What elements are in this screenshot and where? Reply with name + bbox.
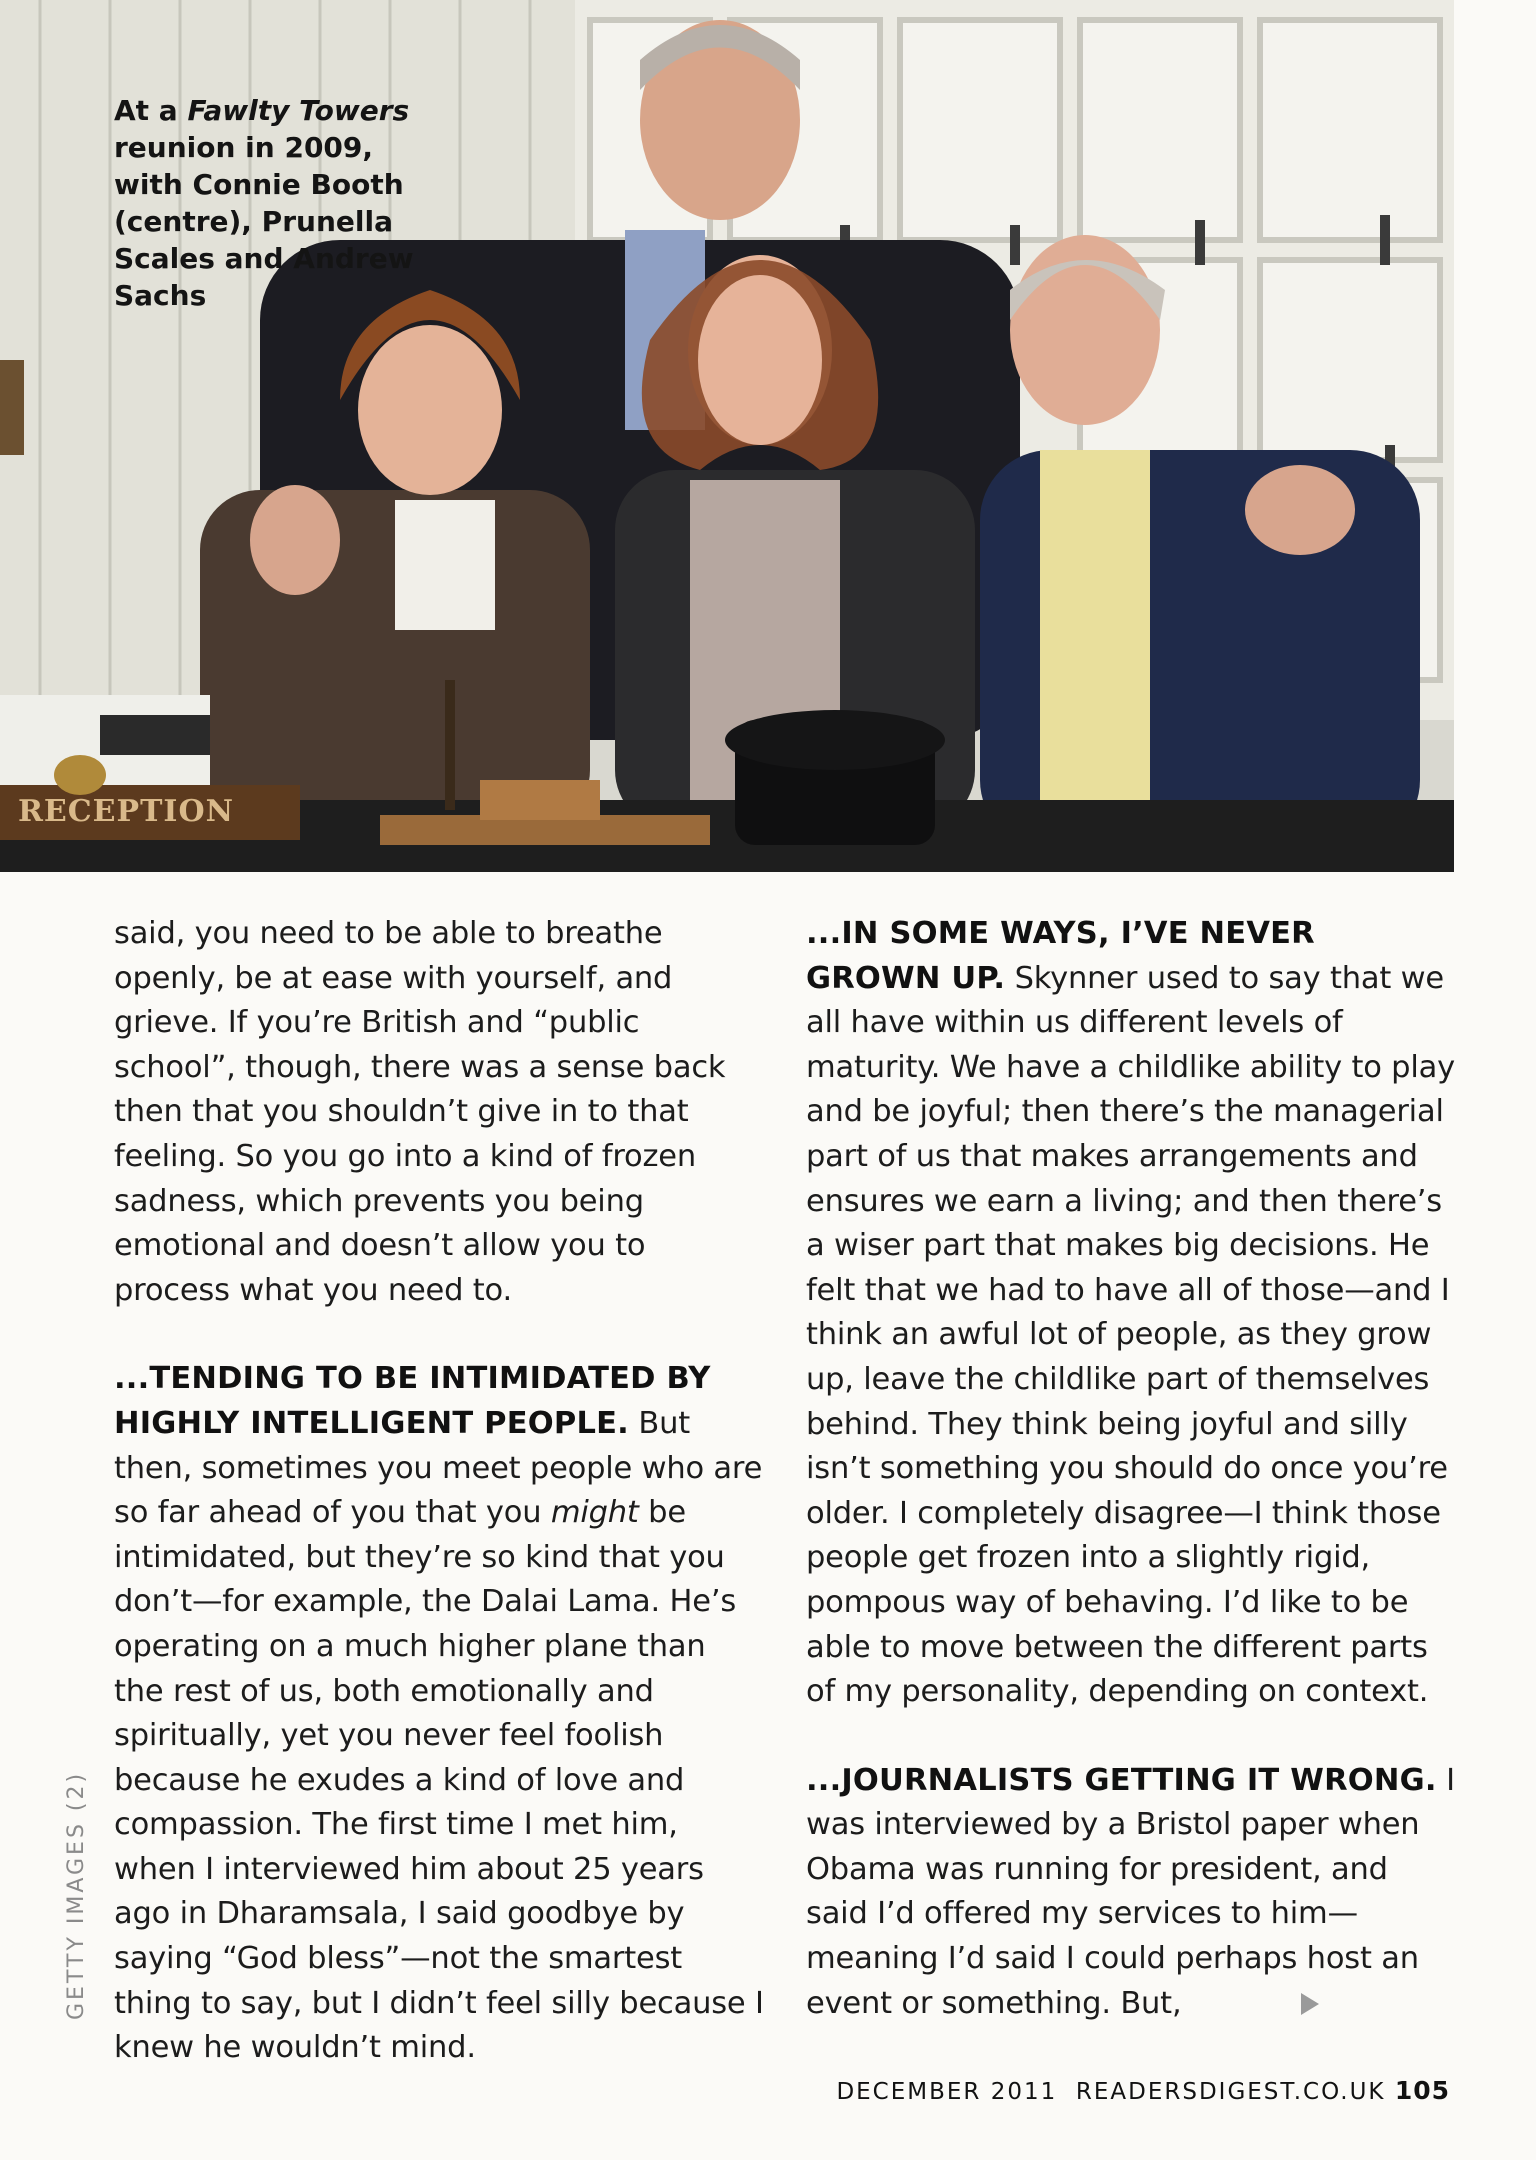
section-heading: ...JOURNALISTS GETTING IT WRONG. (806, 1762, 1437, 1798)
caption-pre: At a (114, 94, 188, 127)
paragraph-text: be intimidated, but they’re so kind that you don’t—for example, the Dalai Lama. He’s operating on a much higher plane than the rest of us, both emotionally and spiritually, yet you never feel foolish because he exudes a kind of love and compassion. The first time I met him, when I interviewed him about 25 years ago in Dharamsala, I said goodbye by saying “God bless”—not the smartest thing to say, but I didn’t feel silly because I knew he wouldn’t mind. (114, 1495, 764, 2066)
caption-post: reunion in 2009, with Connie Booth (centre), Prunella Scales and Andrew Sachs (114, 131, 414, 312)
page-number: 105 (1394, 2076, 1450, 2105)
article-photo (0, 0, 1454, 872)
photo-credit: GETTY IMAGES (2) (64, 1770, 89, 2020)
right-column (806, 912, 1456, 2026)
issue-date: DECEMBER 2011 (836, 2079, 1058, 2105)
paragraph (114, 1357, 764, 2071)
reception-sign: RECEPTION (18, 794, 235, 829)
paragraph (806, 912, 1456, 1715)
photo-caption (114, 92, 444, 314)
section-heading: ...IN SOME WAYS, I’VE NEVER GROWN UP. (806, 916, 1315, 996)
page-footer (836, 2076, 1450, 2105)
paragraph-text: Skynner used to say that we all have within us different levels of maturity. We have a childlike ability to play and be joyful; then there’s the managerial part of us that makes arrangements and ensures we earn a living; and then there’s a wiser part that makes big decisions. He felt that we had to have all of those—and I think an awful lot of people, as they grow up, leave the childlike part of themselves behind. They think being joyful and silly isn’t something you should do once you’re older. I completely disagree—I think those people get frozen into a slightly rigid, pompous way of behaving. I’d like to be able to move between the different parts of my personality, depending on context. (806, 960, 1455, 1710)
continue-arrow-icon[interactable] (1301, 1993, 1319, 2015)
paragraph-text: I was interviewed by a Bristol paper when Obama was running for president, and said I’d offered my services to him—meaning I’d said I could perhaps host an event or something. But, (806, 1762, 1455, 2021)
section-heading: ...TENDING TO BE INTIMIDATED BY HIGHLY INTELLIGENT PEOPLE. (114, 1361, 711, 1441)
paragraph: said, you need to be able to breathe openly, be at ease with yourself, and grieve. If you’re British and “public school”, though, there was a sense back then that you shouldn’t give in to that feeling. So you go into a kind of frozen sadness, which prevents you being emotional and doesn’t allow you to process what you need to. (114, 916, 726, 1308)
caption-show-title: Fawlty Towers (187, 94, 410, 127)
paragraph (806, 1759, 1456, 2027)
site-url: READERSDIGEST.CO.UK (1075, 2079, 1386, 2105)
emphasis: might (550, 1495, 639, 1531)
paragraph-text: But then, sometimes you meet people who are so far ahead of you that you (114, 1405, 763, 1531)
left-column (114, 912, 764, 2071)
